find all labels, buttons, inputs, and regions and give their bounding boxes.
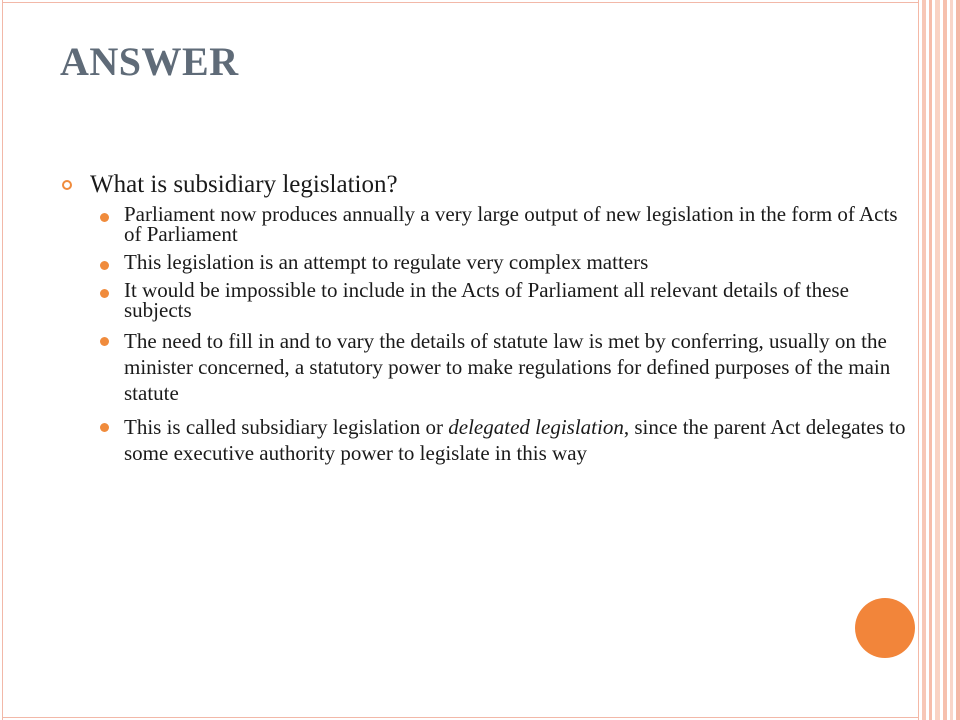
dot-bullet-icon [100, 289, 109, 298]
bullet-text-emphasis: delegated legislation [448, 415, 624, 439]
frame-top-border [2, 2, 919, 3]
bullet-item [124, 328, 912, 406]
stripe [950, 0, 953, 720]
stripe [956, 0, 960, 720]
frame-left-border [2, 0, 3, 720]
bullet-text: The need to fill in and to vary the details of statute law is met by conferring, usually on the minister concerned, a statutory power to make regulations for defined purposes of the main statute [124, 329, 891, 405]
frame-bottom-border [2, 717, 919, 718]
bullet-item [124, 280, 912, 320]
bullet-item [124, 204, 912, 244]
stripe [943, 0, 947, 720]
dot-bullet-icon [100, 261, 109, 270]
bullet-text: Parliament now produces annually a very large output of new legislation in the form of Acts of Parliament [124, 202, 898, 246]
stripe [918, 0, 919, 720]
bullet-item [124, 414, 912, 466]
stripe [935, 0, 940, 720]
slide-title: ANSWER [60, 39, 239, 84]
orange-circle-decoration [855, 598, 915, 658]
bullet-text: It would be impossible to include in the Acts of Parliament all relevant details of these subjects [124, 278, 849, 322]
dot-bullet-icon [100, 337, 109, 346]
bullet-item [124, 252, 912, 272]
bullet-text-after: , since the parent Act delegates to some executive authority power to legislate in this way [124, 415, 906, 465]
slide-content [62, 170, 912, 474]
ring-bullet-icon [62, 180, 72, 190]
bullet-text: This legislation is an attempt to regulate very complex matters [124, 250, 649, 274]
dot-bullet-icon [100, 423, 109, 432]
bullet-text-before: This is called subsidiary legislation or [124, 415, 449, 439]
question-item [62, 170, 912, 200]
stripe [929, 0, 932, 720]
right-stripe-band [918, 0, 960, 720]
stripe [922, 0, 926, 720]
question-text: What is subsidiary legislation? [90, 171, 398, 198]
dot-bullet-icon [100, 213, 109, 222]
bullet-list [62, 204, 912, 466]
